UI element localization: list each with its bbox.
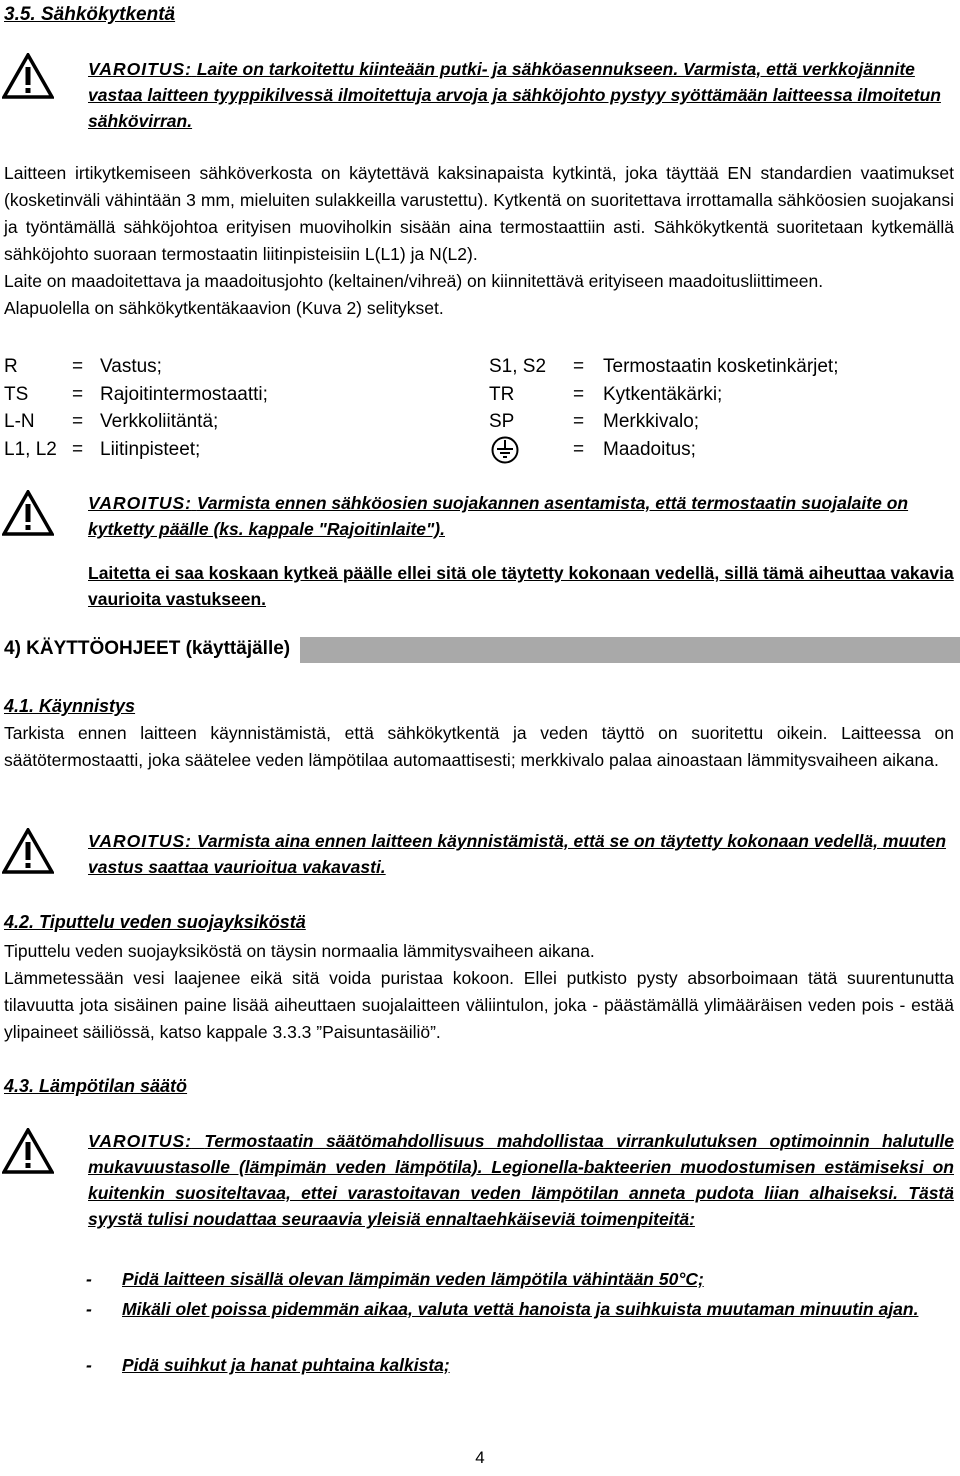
warning-text: Varmista ennen sähköosien suojakannen asentamista, että termostaatin suojalaite on kytketty päälle (ks. kappale "Rajoitinlaite").	[88, 493, 909, 539]
legend-desc: Maadoitus;	[603, 439, 696, 460]
section-title-3-5: 3.5. Sähkökytkentä	[4, 4, 176, 25]
list-item	[86, 1352, 956, 1378]
list-item-text: Pidä laitteen sisällä olevan lämpimän veden lämpötila vähintään 50°C;	[122, 1269, 704, 1289]
legend-equals: =	[573, 384, 585, 405]
page-number: 4	[475, 1448, 485, 1467]
section-title-4-2: 4.2. Tiputtelu veden suojayksiköstä	[4, 912, 306, 932]
legend-code: TS	[4, 384, 29, 405]
warning-label: VAROITUS:	[88, 493, 192, 513]
list-dash: -	[86, 1269, 92, 1289]
section-title-4-1: 4.1. Käynnistys	[4, 696, 136, 716]
section-title-4: 4) KÄYTTÖOHJEET (käyttäjälle)	[4, 638, 291, 659]
paragraph: Tiputtelu veden suojayksiköstä on täysin normaalia lämmitysvaiheen aikana.	[4, 941, 595, 961]
legend-equals: =	[72, 411, 84, 432]
warning-label: VAROITUS:	[88, 59, 192, 79]
legend-equals: =	[573, 411, 585, 432]
legend-desc: Vastus;	[100, 356, 162, 377]
legend-desc: Liitinpisteet;	[100, 439, 201, 460]
warning-label: VAROITUS:	[88, 1131, 192, 1151]
legend-desc: Merkkivalo;	[603, 411, 700, 432]
paragraph: Laitteen irtikytkemiseen sähköverkosta on käytettävä kaksinapaista kytkintä, joka täyttää EN standardien vaatimukset (kosketinväli vähintään 3 mm, mieluiten sulakkeilla varustettu). Kytkentä on suoritettava irrottamalla sähköosien suojakansi ja työntämällä sähköjohtoa erityisen muoviholkin sisään aina termostaattiin asti. Sähkökytkentä suoritetaan kytkemällä sähköjohto suoraan termostaatin liitinpisteisiin L(L1) ja N(L2).	[4, 163, 954, 264]
legend-code: TR	[489, 384, 515, 405]
warning-triangle-icon	[2, 53, 54, 99]
legend-code: L1, L2	[4, 439, 57, 460]
legend-desc: Verkkoliitäntä;	[100, 411, 219, 432]
list-item-text: Mikäli olet poissa pidemmän aikaa, valuta vettä hanoista ja suihkuista muutaman minuutin ajan.	[122, 1299, 919, 1319]
warning-text: Termostaatin säätömahdollisuus mahdollistaa virrankulutuksen optimoinnin halutulle mukavuustasolle (lämpimän veden lämpötila). Legionella-bakteerien muodostumisen estämiseksi on kuitenkin suositeltavaa, ettei varastoitavan veden lämpötilan anneta pudota liian alhaiseksi. Tästä syystä tulisi noudattaa seuraavia yleisiä ennaltaehkäiseviä toimenpiteitä:	[88, 1131, 954, 1229]
legend-equals: =	[72, 356, 84, 377]
warning-triangle-icon	[2, 828, 54, 874]
warning-label: VAROITUS:	[88, 831, 192, 851]
legend-desc: Kytkentäkärki;	[603, 384, 723, 405]
warning-4	[88, 1128, 954, 1232]
warning-2-note: Laitetta ei saa koskaan kytkeä päälle ellei sitä ole täytetty kokonaan vedellä, sillä tämä aiheuttaa vakavia vaurioita vastukseen.	[88, 563, 954, 609]
section-bar	[0, 633, 960, 667]
legend-code: R	[4, 356, 18, 377]
warning-3	[88, 828, 954, 880]
legend-equals: =	[573, 356, 585, 377]
list-dash: -	[86, 1299, 92, 1319]
ground-symbol-icon	[489, 436, 521, 464]
paragraph: Alapuolella on sähkökytkentäkaavion (Kuva 2) selitykset.	[4, 298, 444, 318]
drip-section-text	[4, 938, 954, 1046]
legend-desc: Rajoitintermostaatti;	[100, 384, 268, 405]
legend-equals: =	[573, 439, 585, 460]
section-title-4-3: 4.3. Lämpötilan säätö	[4, 1076, 188, 1096]
legend-code: SP	[489, 411, 515, 432]
warning-2	[88, 490, 954, 542]
legend-code: L-N	[4, 411, 35, 432]
warning-text: Laite on tarkoitettu kiinteään putki- ja sähköasennukseen. Varmista, että verkkojännite vastaa laitteen tyyppikilvessä ilmoitettuja arvoja ja sähköjohto pystyy syöttämään laitteessa ilmoitetun sähkövirran.	[88, 59, 941, 131]
legend-equals: =	[72, 439, 84, 460]
warning-triangle-icon	[2, 1128, 54, 1174]
legend-equals: =	[72, 384, 84, 405]
list-item-text: Pidä suihkut ja hanat puhtaina kalkista;	[122, 1355, 450, 1375]
list-item	[86, 1266, 956, 1292]
connection-instructions	[4, 160, 954, 322]
warning-triangle-icon	[2, 490, 54, 536]
warning-text: Varmista aina ennen laitteen käynnistämistä, että se on täytetty kokonaan vedellä, muuten vastus saattaa vaurioitua vakavasti.	[88, 831, 947, 877]
section-bar-fill	[300, 637, 960, 663]
list-item	[86, 1296, 956, 1348]
paragraph: Tarkista ennen laitteen käynnistämistä, että sähkökytkentä ja veden täyttö on suoritettu oikein. Laitteessa on säätötermostaatti, joka säätelee veden lämpötilaa automaattisesti; merkkivalo palaa ainoastaan lämmitysvaiheen aikana.	[4, 723, 954, 770]
paragraph: Lämmetessään vesi laajenee eikä sitä voida puristaa kokoon. Ellei putkisto pysty absorboimaan tätä suurentunutta tilavuutta jota sisäinen paine lisää aiheuttaen suojalaitteen väliintulon, joka - päästämällä ylimääräisen veden pois - estää ylipaineet säiliössä, katso kappale 3.3.3 ”Paisuntasäiliö”.	[4, 968, 954, 1042]
paragraph: Laite on maadoitettava ja maadoitusjohto (keltainen/vihreä) on kiinnitettävä erityiseen maadoitusliittimeen.	[4, 271, 824, 291]
list-dash: -	[86, 1355, 92, 1375]
warning-1	[88, 56, 954, 134]
legend-desc: Termostaatin kosketinkärjet;	[603, 356, 839, 377]
legend-code: S1, S2	[489, 356, 547, 377]
